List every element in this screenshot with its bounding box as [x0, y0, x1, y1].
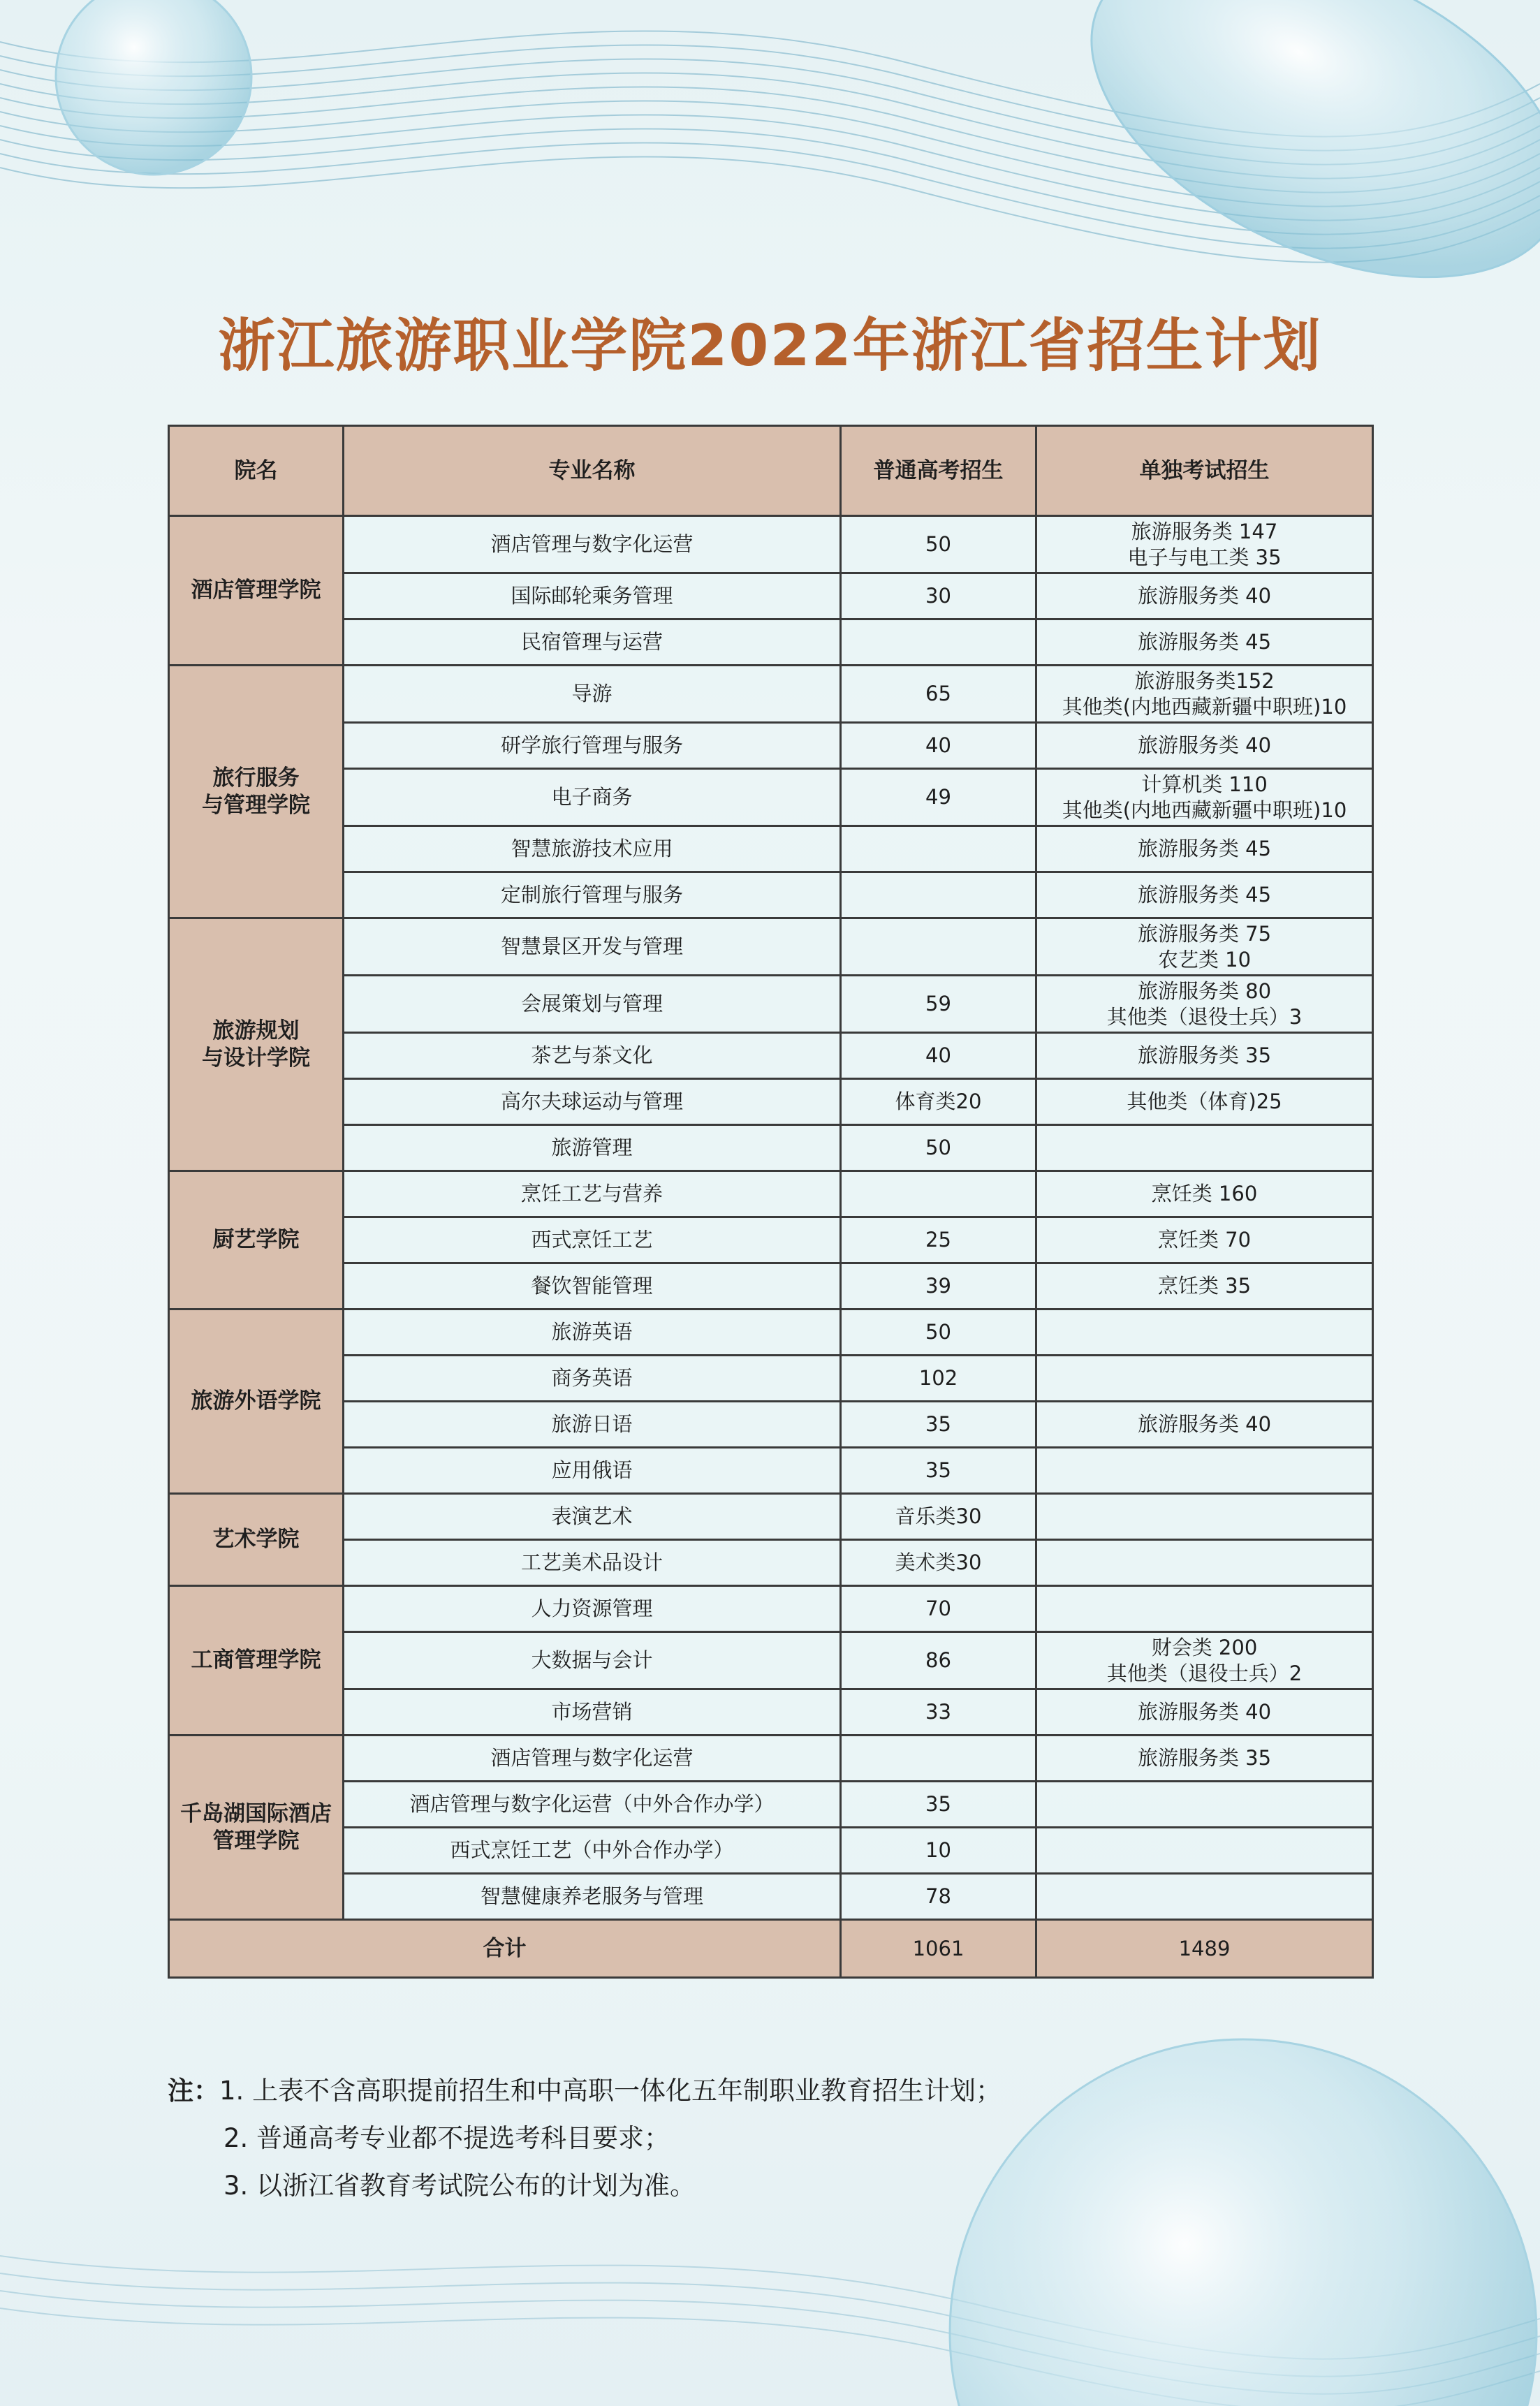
total-separate: 1489 [1036, 1920, 1373, 1978]
separate-quota [1036, 1540, 1373, 1586]
college-name-line: 与设计学院 [202, 1045, 310, 1071]
separate-quota-line: 旅游服务类 35 [1137, 1043, 1272, 1068]
separate-quota-line: 烹饪类 70 [1157, 1228, 1252, 1252]
general-quota: 30 [841, 573, 1036, 619]
table-row [169, 723, 1373, 769]
general-quota: 65 [841, 666, 1036, 723]
major-name: 智慧健康养老服务与管理 [344, 1874, 841, 1920]
college-name-line: 千岛湖国际酒店 [180, 1800, 332, 1826]
separate-quota [1036, 918, 1373, 976]
major-name: 导游 [344, 666, 841, 723]
separate-quota [1036, 1736, 1373, 1782]
header-separate: 单独考试招生 [1036, 426, 1373, 516]
major-name: 酒店管理与数字化运营（中外合作办学） [344, 1782, 841, 1828]
general-quota: 体育类20 [841, 1079, 1036, 1125]
table-header-row [169, 426, 1373, 516]
general-quota: 25 [841, 1217, 1036, 1263]
separate-quota-line: 旅游服务类 35 [1137, 1746, 1272, 1770]
table-row [169, 1540, 1373, 1586]
separate-quota [1036, 1632, 1373, 1689]
separate-quota [1036, 826, 1373, 872]
table-row [169, 1263, 1373, 1310]
major-name: 茶艺与茶文化 [344, 1033, 841, 1079]
header-general: 普通高考招生 [841, 426, 1036, 516]
general-quota: 50 [841, 1125, 1036, 1171]
general-quota: 33 [841, 1689, 1036, 1736]
separate-quota [1036, 1263, 1373, 1310]
college-name [169, 1586, 344, 1736]
college-name [169, 516, 344, 666]
table-row [169, 872, 1373, 918]
table-row [169, 1079, 1373, 1125]
header-major: 专业名称 [344, 426, 841, 516]
major-name: 会展策划与管理 [344, 976, 841, 1033]
separate-quota [1036, 1494, 1373, 1540]
general-quota [841, 1736, 1036, 1782]
general-quota: 35 [841, 1402, 1036, 1448]
bubble-top-left [56, 0, 251, 175]
table-body [169, 516, 1373, 1920]
total-general: 1061 [841, 1920, 1036, 1978]
general-quota: 50 [841, 1310, 1036, 1356]
college-name-line: 艺术学院 [212, 1527, 300, 1553]
notes-label: 注： [168, 2076, 219, 2106]
separate-quota [1036, 1310, 1373, 1356]
major-name: 高尔夫球运动与管理 [344, 1079, 841, 1125]
table-row [169, 516, 1373, 573]
major-name: 应用俄语 [344, 1448, 841, 1494]
separate-quota [1036, 723, 1373, 769]
college-name [169, 666, 344, 918]
table-row [169, 1310, 1373, 1356]
separate-quota-line: 其他类（体育)25 [1127, 1090, 1282, 1114]
major-name: 旅游日语 [344, 1402, 841, 1448]
general-quota: 59 [841, 976, 1036, 1033]
college-name-line: 旅游外语学院 [191, 1388, 321, 1414]
separate-quota-line: 其他类（退役士兵）3 [1106, 1004, 1303, 1029]
separate-quota [1036, 1079, 1373, 1125]
notes [168, 2067, 1002, 2210]
table-row [169, 1494, 1373, 1540]
separate-quota-line: 农艺类 10 [1157, 947, 1252, 971]
separate-quota-line: 旅游服务类 40 [1137, 584, 1272, 608]
general-quota: 39 [841, 1263, 1036, 1310]
college-name-line: 厨艺学院 [212, 1227, 300, 1253]
separate-quota [1036, 1586, 1373, 1632]
college-name [169, 918, 344, 1171]
separate-quota [1036, 1217, 1373, 1263]
separate-quota-line: 烹饪类 160 [1151, 1182, 1258, 1206]
general-quota: 70 [841, 1586, 1036, 1632]
separate-quota [1036, 976, 1373, 1033]
table-row [169, 1033, 1373, 1079]
note-text-1: 1. 上表不含高职提前招生和中高职一体化五年制职业教育招生计划； [219, 2076, 1002, 2106]
table-row [169, 826, 1373, 872]
major-name: 表演艺术 [344, 1494, 841, 1540]
major-name: 酒店管理与数字化运营 [344, 516, 841, 573]
enrollment-plan-table [168, 425, 1374, 1979]
major-name: 智慧旅游技术应用 [344, 826, 841, 872]
page-title: 浙江旅游职业学院2022年浙江省招生计划 [218, 313, 1322, 379]
college-name-line: 工商管理学院 [191, 1648, 321, 1673]
general-quota: 35 [841, 1448, 1036, 1494]
separate-quota-line: 其他类（退役士兵）2 [1106, 1661, 1303, 1685]
table-row [169, 666, 1373, 723]
college-name-line: 与管理学院 [202, 792, 310, 818]
table-row [169, 976, 1373, 1033]
general-quota [841, 918, 1036, 976]
table-row [169, 918, 1373, 976]
major-name: 烹饪工艺与营养 [344, 1171, 841, 1217]
table-row [169, 573, 1373, 619]
separate-quota-line: 其他类(内地西藏新疆中职班)10 [1062, 798, 1347, 822]
major-name: 工艺美术品设计 [344, 1540, 841, 1586]
general-quota: 音乐类30 [841, 1494, 1036, 1540]
major-name: 人力资源管理 [344, 1586, 841, 1632]
total-row [169, 1920, 1373, 1978]
college-name [169, 1736, 344, 1920]
separate-quota-line: 旅游服务类152 [1134, 669, 1275, 694]
separate-quota-line: 旅游服务类 80 [1137, 979, 1272, 1004]
separate-quota-line: 旅游服务类 75 [1137, 922, 1272, 946]
table-row [169, 1586, 1373, 1632]
table-row [169, 1828, 1373, 1874]
major-name: 西式烹饪工艺（中外合作办学） [344, 1828, 841, 1874]
note-line-2: 2. 普通高考专业都不提选考科目要求； [223, 2123, 670, 2153]
separate-quota-line: 旅游服务类 40 [1137, 1700, 1272, 1724]
separate-quota-line: 财会类 200 [1151, 1636, 1258, 1660]
major-name: 旅游英语 [344, 1310, 841, 1356]
bubble-bottom-right [950, 2039, 1537, 2406]
bubble-top-right [1040, 0, 1540, 344]
major-name: 定制旅行管理与服务 [344, 872, 841, 918]
college-name [169, 1310, 344, 1494]
separate-quota [1036, 1828, 1373, 1874]
separate-quota [1036, 666, 1373, 723]
separate-quota [1036, 573, 1373, 619]
general-quota: 50 [841, 516, 1036, 573]
separate-quota [1036, 1356, 1373, 1402]
note-line-1 [168, 2067, 1002, 2115]
separate-quota-line: 旅游服务类 45 [1137, 883, 1272, 907]
general-quota: 102 [841, 1356, 1036, 1402]
separate-quota-line: 其他类(内地西藏新疆中职班)10 [1062, 694, 1347, 719]
note-line-3: 3. 以浙江省教育考试院公布的计划为准。 [223, 2171, 696, 2201]
college-name-line: 酒店管理学院 [191, 578, 321, 603]
college-name-line: 旅游规划 [212, 1018, 300, 1043]
major-name: 智慧景区开发与管理 [344, 918, 841, 976]
major-name: 酒店管理与数字化运营 [344, 1736, 841, 1782]
table-row [169, 1171, 1373, 1217]
separate-quota [1036, 619, 1373, 666]
separate-quota [1036, 872, 1373, 918]
major-name: 国际邮轮乘务管理 [344, 573, 841, 619]
major-name: 研学旅行管理与服务 [344, 723, 841, 769]
major-name: 大数据与会计 [344, 1632, 841, 1689]
separate-quota-line: 旅游服务类 45 [1137, 630, 1272, 654]
separate-quota [1036, 1448, 1373, 1494]
major-name: 餐饮智能管理 [344, 1263, 841, 1310]
table-row [169, 1736, 1373, 1782]
general-quota: 40 [841, 723, 1036, 769]
general-quota: 49 [841, 769, 1036, 826]
general-quota: 78 [841, 1874, 1036, 1920]
table-row [169, 1689, 1373, 1736]
general-quota: 40 [841, 1033, 1036, 1079]
separate-quota [1036, 1033, 1373, 1079]
separate-quota-line: 旅游服务类 40 [1137, 1412, 1272, 1437]
major-name: 西式烹饪工艺 [344, 1217, 841, 1263]
table-row [169, 1402, 1373, 1448]
table-row [169, 1356, 1373, 1402]
major-name: 旅游管理 [344, 1125, 841, 1171]
table-row [169, 1125, 1373, 1171]
general-quota: 86 [841, 1632, 1036, 1689]
general-quota: 10 [841, 1828, 1036, 1874]
separate-quota [1036, 1125, 1373, 1171]
general-quota [841, 619, 1036, 666]
separate-quota [1036, 769, 1373, 826]
general-quota [841, 826, 1036, 872]
total-label: 合计 [169, 1920, 841, 1978]
general-quota: 美术类30 [841, 1540, 1036, 1586]
separate-quota [1036, 1782, 1373, 1828]
table-row [169, 1448, 1373, 1494]
table-row [169, 769, 1373, 826]
table-row [169, 1874, 1373, 1920]
separate-quota-line: 计算机类 110 [1141, 772, 1268, 797]
separate-quota-line: 旅游服务类 45 [1137, 837, 1272, 861]
separate-quota-line: 旅游服务类 147 [1131, 520, 1278, 544]
separate-quota [1036, 1689, 1373, 1736]
separate-quota-line: 旅游服务类 40 [1137, 733, 1272, 758]
separate-quota [1036, 516, 1373, 573]
table-row [169, 1632, 1373, 1689]
major-name: 电子商务 [344, 769, 841, 826]
general-quota [841, 1171, 1036, 1217]
separate-quota-line: 烹饪类 35 [1157, 1274, 1252, 1298]
major-name: 市场营销 [344, 1689, 841, 1736]
major-name: 民宿管理与运营 [344, 619, 841, 666]
college-name [169, 1171, 344, 1310]
college-name [169, 1494, 344, 1586]
major-name: 商务英语 [344, 1356, 841, 1402]
table-row [169, 619, 1373, 666]
header-college: 院名 [169, 426, 344, 516]
college-name-line: 旅行服务 [212, 765, 300, 791]
general-quota: 35 [841, 1782, 1036, 1828]
separate-quota-line: 电子与电工类 35 [1127, 545, 1282, 569]
college-name-line: 管理学院 [212, 1828, 300, 1854]
table-row [169, 1217, 1373, 1263]
separate-quota [1036, 1402, 1373, 1448]
separate-quota [1036, 1171, 1373, 1217]
separate-quota [1036, 1874, 1373, 1920]
general-quota [841, 872, 1036, 918]
table-row [169, 1782, 1373, 1828]
